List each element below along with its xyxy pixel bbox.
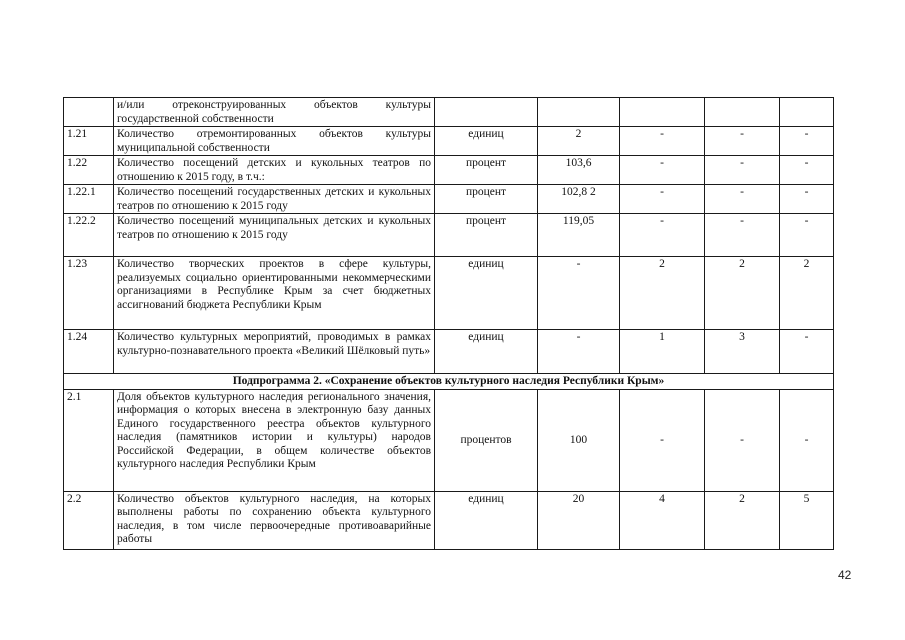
- value-col-1: 119,05: [538, 214, 620, 257]
- value-col-1: -: [538, 330, 620, 374]
- row-number: 1.22: [64, 156, 114, 185]
- value-col-1: 2: [538, 127, 620, 156]
- value-col-3: -: [705, 185, 780, 214]
- value-col-2: 4: [620, 491, 705, 549]
- row-number: 1.21: [64, 127, 114, 156]
- value-col-2: 1: [620, 330, 705, 374]
- table-row: [64, 491, 834, 549]
- subprogram-title: Подпрограмма 2. «Сохранение объектов культурного наследия Республики Крым»: [64, 374, 834, 390]
- value-col-1: 20: [538, 491, 620, 549]
- value-col-4: [780, 98, 834, 127]
- value-col-1: 103,6: [538, 156, 620, 185]
- value-col-4: -: [780, 127, 834, 156]
- indicator-unit: процент: [435, 156, 538, 185]
- indicator-unit: процентов: [435, 389, 538, 491]
- value-col-3: 3: [705, 330, 780, 374]
- indicator-unit: [435, 98, 538, 127]
- row-number: 1.24: [64, 330, 114, 374]
- value-col-3: 2: [705, 491, 780, 549]
- value-col-4: -: [780, 185, 834, 214]
- subprogram-header-row: [64, 374, 834, 390]
- value-col-3: [705, 98, 780, 127]
- row-number: 1.22.2: [64, 214, 114, 257]
- value-col-4: -: [780, 389, 834, 491]
- indicator-name: Количество творческих проектов в сфере культуры, реализуемых социально ориентированными некоммерческими организациями в Республике Крым за счет бюджетных ассигнований бюджета Республики Крым: [114, 257, 435, 330]
- table-row: [64, 127, 834, 156]
- value-col-3: -: [705, 214, 780, 257]
- indicator-unit: единиц: [435, 127, 538, 156]
- value-col-2: -: [620, 389, 705, 491]
- indicator-name: Количество отремонтированных объектов культуры муниципальной собственности: [114, 127, 435, 156]
- value-col-1: 100: [538, 389, 620, 491]
- indicator-name: и/или отреконструированных объектов культуры государственной собственности: [114, 98, 435, 127]
- value-col-1: 102,8 2: [538, 185, 620, 214]
- value-col-2: -: [620, 214, 705, 257]
- value-col-2: -: [620, 185, 705, 214]
- value-col-4: 2: [780, 257, 834, 330]
- value-col-4: -: [780, 330, 834, 374]
- indicator-name: Количество культурных мероприятий, проводимых в рамках культурно-познавательного проекта «Великий Шёлковый путь»: [114, 330, 435, 374]
- value-col-2: [620, 98, 705, 127]
- table-row: [64, 156, 834, 185]
- value-col-4: -: [780, 214, 834, 257]
- table-row: [64, 98, 834, 127]
- row-number: 1.22.1: [64, 185, 114, 214]
- indicator-unit: единиц: [435, 330, 538, 374]
- table-row: [64, 389, 834, 491]
- table-row: [64, 214, 834, 257]
- value-col-3: 2: [705, 257, 780, 330]
- indicator-name: Количество посещений детских и кукольных театров по отношению к 2015 году, в т.ч.:: [114, 156, 435, 185]
- row-number: [64, 98, 114, 127]
- indicator-unit: процент: [435, 185, 538, 214]
- value-col-4: -: [780, 156, 834, 185]
- value-col-4: 5: [780, 491, 834, 549]
- table-row: [64, 257, 834, 330]
- indicator-name: Доля объектов культурного наследия регионального значения, информация о которых внесена в электронную базу данных Единого государственного реестра объектов культурного наследия (памятников истории и культуры) народов Российской Федерации, в общем количестве объектов культурного наследия Республики Крым: [114, 389, 435, 491]
- indicator-name: Количество посещений государственных детских и кукольных театров по отношению к 2015 году: [114, 185, 435, 214]
- value-col-3: -: [705, 389, 780, 491]
- indicator-name: Количество объектов культурного наследия, на которых выполнены работы по сохранению объекта культурного наследия, в том числе первоочередные противоаварийные работы: [114, 491, 435, 549]
- value-col-2: 2: [620, 257, 705, 330]
- indicator-unit: единиц: [435, 491, 538, 549]
- value-col-1: -: [538, 257, 620, 330]
- value-col-3: -: [705, 127, 780, 156]
- page-number: 42: [838, 568, 852, 582]
- row-number: 2.1: [64, 389, 114, 491]
- indicators-table: [63, 97, 834, 550]
- row-number: 1.23: [64, 257, 114, 330]
- table-row: [64, 330, 834, 374]
- value-col-1: [538, 98, 620, 127]
- value-col-3: -: [705, 156, 780, 185]
- row-number: 2.2: [64, 491, 114, 549]
- indicator-name: Количество посещений муниципальных детских и кукольных театров по отношению к 2015 году: [114, 214, 435, 257]
- value-col-2: -: [620, 127, 705, 156]
- indicator-unit: единиц: [435, 257, 538, 330]
- value-col-2: -: [620, 156, 705, 185]
- table-row: [64, 185, 834, 214]
- indicator-unit: процент: [435, 214, 538, 257]
